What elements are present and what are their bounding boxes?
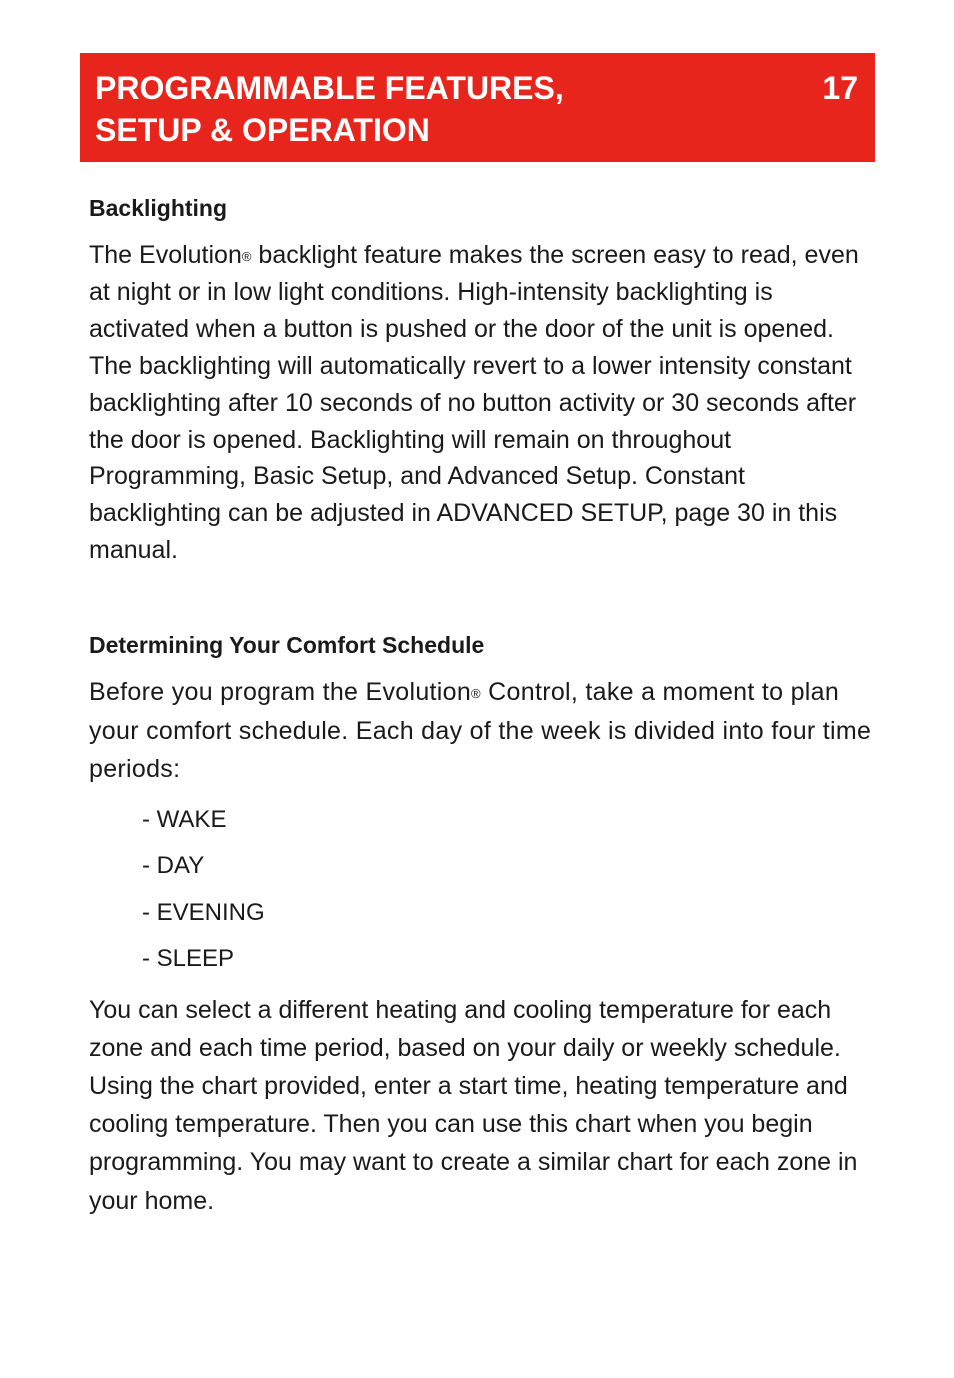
backlighting-heading: Backlighting bbox=[89, 195, 228, 221]
section-title-line1: PROGRAMMABLE FEATURES, bbox=[95, 70, 564, 106]
list-item: - WAKE bbox=[142, 805, 227, 833]
section-header-bar bbox=[80, 53, 875, 162]
list-item: - EVENING bbox=[142, 898, 265, 926]
comfort-schedule-heading: Determining Your Comfort Schedule bbox=[89, 632, 485, 659]
registered-mark: ® bbox=[471, 686, 481, 702]
backlighting-text-start: The Evolution bbox=[89, 241, 242, 269]
list-item: - SLEEP bbox=[142, 945, 235, 973]
page-number: 17 bbox=[822, 70, 858, 106]
comfort-intro-text-rest: Control, take a moment to plan your comfort schedule. Each day of the week is divided into four time periods: bbox=[89, 678, 872, 784]
comfort-schedule-intro bbox=[89, 673, 879, 789]
registered-mark: ® bbox=[241, 249, 252, 264]
list-item: - DAY bbox=[142, 852, 205, 880]
section-title-line2: SETUP & OPERATION bbox=[95, 112, 430, 148]
comfort-intro-text-start: Before you program the Evolution bbox=[89, 678, 472, 707]
time-periods-list bbox=[89, 797, 879, 983]
comfort-schedule-closing: You can select a different heating and cooling temperature for each zone and each time period, based on your daily or weekly schedule. Using the chart provided, enter a start time, heating temperature and cooling temperature. Then you can use this chart when you begin programming. You may want to create a similar chart for each zone in your home. bbox=[89, 995, 858, 1215]
page-content bbox=[89, 192, 879, 1220]
backlighting-text-rest: backlight feature makes the screen easy to read, even at night or in low light conditions. High-intensity backlighting is activated when a button is pushed or the door of the unit is opened. The backlighting will automatically revert to a lower intensity constant backlighting after 10 seconds of no button activity or 30 seconds after the door is opened. Backlighting will remain on throughout Programming, Basic Setup, and Advanced Setup. Constant backlighting can be adjusted in ADVANCED SETUP, page 30 in this manual. bbox=[89, 241, 859, 565]
backlighting-paragraph bbox=[89, 237, 879, 569]
section-title bbox=[95, 67, 564, 151]
